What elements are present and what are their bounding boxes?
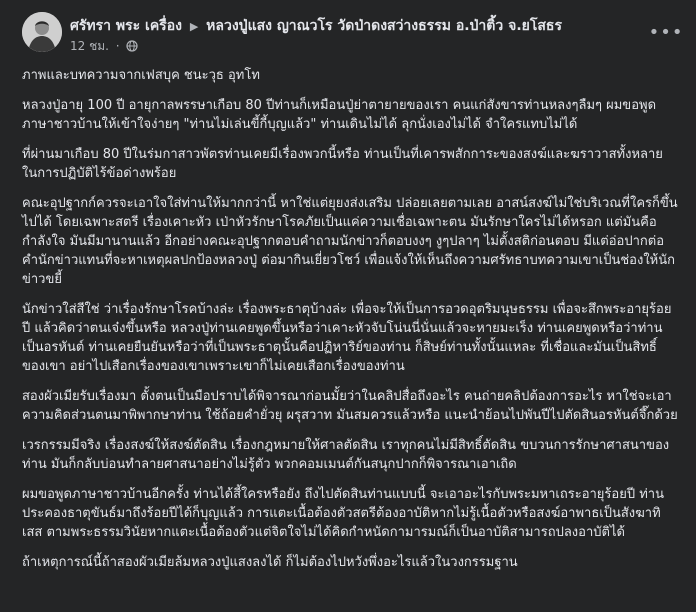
group-name[interactable]: หลวงปู่แสง ญาณวโร วัดป่าดงสว่างธรรม อ.ป่าติ้ว จ.ยโสธร — [206, 18, 562, 34]
post-paragraph-credit: ภาพและบทความจากเฟสบุค ชนะวุธ อุทโท — [22, 68, 260, 83]
post-paragraph: สองผัวเมียรับเรื่องมา ตั้งตนเป็นมือปราบได้พิจารณาก่อนมั้ยว่าในคลิปสื่อถึงอะไร คนถ่ายคลิปต้องการอะไร หาใช่จะเอาความคิดส่วนตนมาพิพากษาท่าน ใช้ถ้อยคำยั่วยุ ผรุสวาท มันสมควรแล้วหรือ แนะนำย้อนไปพันปีไปตัดสินอรหันต์จึ๊กด้วย — [22, 389, 678, 423]
author-name[interactable]: ศรัทรา พระ เครื่อง — [70, 18, 182, 34]
post-time[interactable]: 12 ชม. — [70, 39, 109, 53]
post-paragraph: หลวงปู่อายุ 100 ปี อายุกาลพรรษาเกือบ 80 ปีท่านก็เหมือนปู่ย่าตายายของเรา คนแก่สังขารท่านหลงๆลืมๆ ผมขอพูดภาษาชาวบ้านให้เข้าใจง่ายๆ "ท่านไม่เล่นขี้กี้บุญแล้ว" ท่านเดินไม่ได้ ลุกนั่งเองไม่ได้ จำใครแทบไม่ได้ — [22, 98, 657, 132]
more-dots-icon: ••• — [648, 21, 684, 43]
more-options-button[interactable] — [648, 18, 684, 46]
post-paragraph: ที่ผ่านมาเกือบ 80 ปีในร่มกาสาวพัตรท่านเคยมีเรื่องพวกนี้หรือ ท่านเป็นที่เคารพสักการะของสงฆ์และฆราวาสทั้งหลายในการปฏิบัติไร้ข้อด่างพร้อย — [22, 147, 663, 181]
post-header — [22, 12, 684, 56]
avatar-portrait-icon — [22, 12, 62, 52]
post-meta: 12 ชม. · — [70, 37, 138, 56]
post-body — [22, 66, 678, 583]
post-author-line — [70, 15, 562, 37]
post-paragraph: เวรกรรมมีจริง เรื่องสงฆ์ให้สงฆ์ตัดสิน เรื่องกฎหมายให้ศาลตัดสิน เราทุกคนไม่มีสิทธิ์ตัดสิน ขบวนการรักษาศาสนาของท่าน มันก็กลับบ่อนทำลายศาสนาอย่างไม่รู้ตัว พวกคอมเมนต์กันสนุกปากก็พิจารณาเอาเถิด — [22, 438, 670, 472]
caret-right-icon: ▶ — [189, 20, 199, 33]
post-paragraph: คณะอุปฐากก์ควรจะเอาใจใส่ท่านให้มากกว่านี้ หาใช่แต่ยุยงส่งเสริม ปล่อยเลยตามเลย อาสน์สงฆ์ไม่ใช่บริเวณที่ใครก็ขึ้นไปได้ โดยเฉพาะสตรี เรื่องเคาะหัว เป่าหัวรักษาโรคภัยเป็นแค่ความเชื่อเฉพาะตน มันรักษาใครไม่ได้หรอก แต่มันคือกำลังใจ มันมีมานานแล้ว อีกอย่างคณะอุปฐากตอบคำถามนักข่าวก็ตอบงงๆ งูๆปลาๆ ไม่ตั้งสติก่อนตอบ มีแต่อ่อปากต่อคำนักข่าวแทนที่จะหาเหตุผลปกป้องหลวงปู่ ต่อมากินเยี่ยวโชว์ เพื่อแจ้งให้เห็นถึงความศรัทธาบทความเขาเป็นช่องให้นักข่าวขยี้ — [22, 196, 678, 287]
post-paragraph: ผมขอพูดภาษาชาวบ้านอีกครั้ง ท่านได้สี้ใครหรือยัง ถึงไปตัดสินท่านแบบนี้ จะเอาอะไรกับพระมหาเถระอายุร้อยปี ท่านประคองธาตุขันธ์มาถึงร้อยปีได้ก็บุญแล้ว การแตะเนื้อต้องตัวสตรีต้องอาบัติหากไม่รู้เนื้อตัวหรือสงฆ์อาพาธเป็นสังฆาทิเสส ตามพระธรรมวินัยหากแตะเนื้อต้องตัวแต่จิตใจไม่ได้คิดกำหนัดกามารมณ์ก็เป็นอาบัติสามารถปลงอาบัติได้ — [22, 487, 664, 540]
author-avatar[interactable] — [22, 12, 62, 52]
post-paragraph: นักข่าวใส่สีใช่ ว่าเรื่องรักษาโรคบ้างล่ะ เรื่องพระธาตุบ้างล่ะ เพื่อจะให้เป็นการอวดอุตริมนุษธรรม เพื่อจะสึกพระอายุร้อยปี แล้วคิดว่าตนเจ๋งขึ้นหรือ หลวงปู่ท่านเคยพูดขึ้นหรือว่าเคาะหัวจับโน่นนี่นั่นแล้วจะหายมะเร็ง ท่านเคยพูดหรือว่าท่านเป็นอรหันต์ ท่านเคยยืนยันหรือว่าที่เป็นพระธาตุนั้นคือปฏิหาริย์ของท่าน ก็สิษย์ท่านทั้งนั้นแหละ ที่เชื่อและมันเป็นสิทธิ์ของเขา อย่าไปเสือกเรื่องของเขาเพราะเขาก็ไม่เคยเสือกเรื่องของท่าน — [22, 302, 672, 374]
post-paragraph: ถ้าเหตุการณ์นี้ถ้าสองผัวเมียล้มหลวงปู่แสงลงได้ ก็ไม่ต้องไปหวังพึ่งอะไรแล้วในวงกรรมฐาน — [22, 555, 518, 570]
globe-icon[interactable] — [126, 40, 138, 55]
